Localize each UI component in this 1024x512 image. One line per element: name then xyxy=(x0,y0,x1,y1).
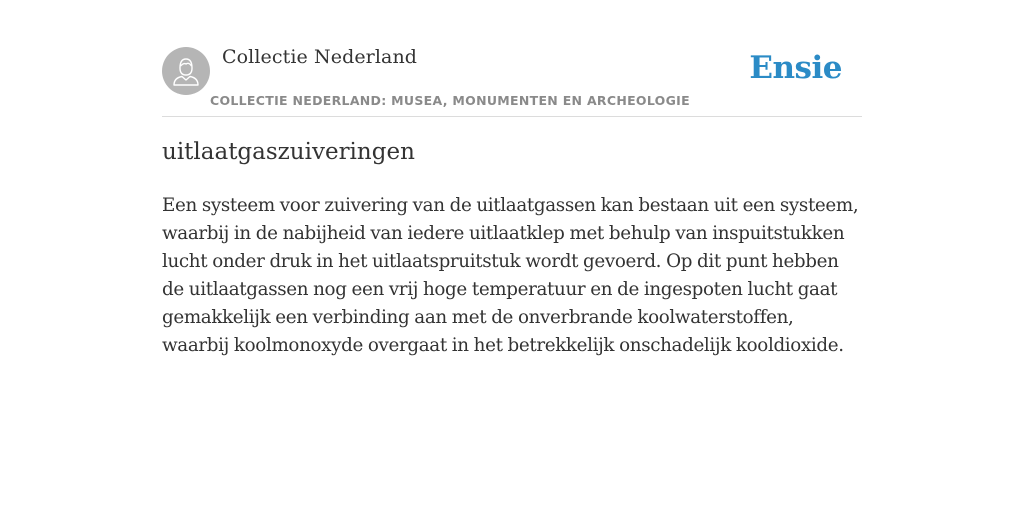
author-name[interactable]: Collectie Nederland xyxy=(222,46,418,68)
entry-title: uitlaatgaszuiveringen xyxy=(162,139,415,165)
avatar[interactable] xyxy=(162,47,210,95)
user-silhouette-icon xyxy=(162,47,210,95)
source-label[interactable]: COLLECTIE NEDERLAND: MUSEA, MONUMENTEN EN ARCHEOLOGIE xyxy=(210,93,690,108)
page xyxy=(162,0,862,356)
brand-logo[interactable]: Ensie xyxy=(749,50,842,86)
header xyxy=(162,0,862,117)
entry-definition: Een systeem voor zuivering van de uitlaatgassen kan bestaan uit een systeem, waarbij in de nabijheid van iedere uitlaatklep met behulp van inspuitstukken lucht onder druk in het uitlaatspruitstuk wordt gevoerd. Op dit punt hebben de uitlaatgassen nog een vrij hoge temperatuur en de ingespoten lucht gaat gemakkelijk een verbinding aan met de onverbrande koolwaterstoffen, waarbij koolmonoxyde overgaat in het betrekkelijk onschadelijk kooldioxide. xyxy=(162,195,859,356)
